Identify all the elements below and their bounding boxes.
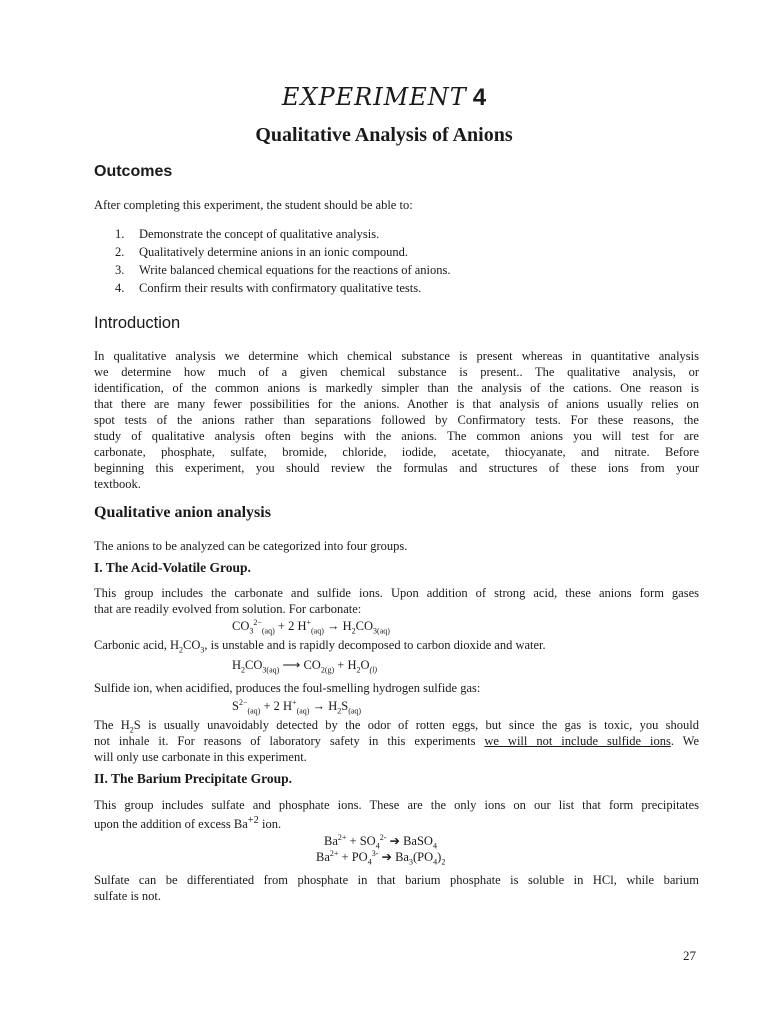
outcome-item: 3. Write balanced chemical equations for the reactions of anions. [115,263,451,277]
equation-carbonate-acid: $CO_3^{2-}_{(aq)} + 2$ $H^+_{(aq)} \to H_2CO_{3(aq)}$ [232,617,390,636]
equation-barium-sulfate: $Ba^{2+} + SO_4^{2-}$ ➔ BaSO$_4$ [324,832,437,851]
introduction-line: In qualitative analysis we determine which chemical substance is present whereas in quantitative analysis [94,349,699,363]
carbonic-acid-line: Carbonic acid, $H_2CO_3$, is unstable and is rapidly decomposed to carbon dioxide and water. [94,638,546,655]
sulfide-exclusion-note: we will not include sulfide ions [484,734,671,748]
experiment-title [0,82,768,113]
outcomes-lead: After completing this experiment, the student should be able to: [94,198,413,212]
equation-barium-phosphate: $Ba^{2+} + PO_4^{3-}$ ➔ $Ba_3(PO_4)_2$ [316,848,446,867]
sulfide-line: Sulfide ion, when acidified, produces the foul-smelling hydrogen sulfide gas: [94,681,481,695]
group1-paragraph-line: This group includes the carbonate and sulfide ions. Upon addition of strong acid, these anions form gases [94,586,699,600]
anion-analysis-lead: The anions to be analyzed can be categorized into four groups. [94,539,408,553]
introduction-line: we determine how much of a given chemical substance is present.. The qualitative analysis, or [94,365,699,379]
experiment-word: EXPERIMENT [281,83,467,111]
introduction-line: textbook. [94,477,141,491]
equation-carbonic-decomposition: $H_2CO_{3(aq)}$ ⟶ $CO_{2(g)} + H_2O_{(l)}$ [232,658,378,675]
outcome-item: 4. Confirm their results with confirmatory qualitative tests. [115,281,422,295]
introduction-line: study of qualitative analysis often begins with the anions. The common anions you will test for are [94,429,699,443]
outcome-item: 2. Qualitatively determine anions in an ionic compound. [115,245,409,259]
anion-analysis-heading: Qualitative anion analysis [94,504,271,521]
group1-paragraph-line: that are readily evolved from solution. For carbonate: [94,602,362,616]
h2s-paragraph-line: will only use carbonate in this experiment. [94,750,307,764]
introduction-line: carbonate, phosphate, sulfate, bromide, chloride, iodide, acetate, thiocyanate, and nitrate. Before [94,445,699,459]
h2s-paragraph-line: not inhale it. For reasons of laboratory safety in this experiments we will not include sulfide ions. We [94,734,700,748]
group2-paragraph-line: upon the addition of excess $Ba^{+2}$ ion. [94,815,282,832]
experiment-subtitle: Qualitative Analysis of Anions [255,124,513,146]
h2s-paragraph-line: The $H_2S$ is usually unavoidably detected by the odor of rotten eggs, but since the gas is toxic, you should [94,718,699,735]
group2-paragraph-line: This group includes sulfate and phosphate ions. These are the only ions on our list that form precipitates [94,798,699,812]
introduction-heading: Introduction [94,314,181,332]
group2-closing-line: sulfate is not. [94,889,162,903]
equation-sulfide-acid: $S^{2-}_{(aq)} + 2$ $H^+_{(aq)} \to H_2S_{(aq)}$ [232,697,362,716]
group2-heading: II. The Barium Precipitate Group. [94,771,293,786]
experiment-number: 4 [472,84,487,111]
group2-closing-line: Sulfate can be differentiated from phosphate in that barium phosphate is soluble in HCl, while barium [94,873,699,887]
introduction-line: beginning this experiment, you should review the formulas and structures of these ions from your [94,461,699,475]
introduction-line: spot tests of the anions rather than separations followed by Confirmatory tests. For these reasons, the [94,413,699,427]
introduction-line: that there are many fewer possibilities for the anions. Another is that analysis of anions usually relies on [94,397,699,411]
group1-heading: I. The Acid-Volatile Group. [94,560,251,575]
page-number: 27 [683,948,696,963]
outcomes-heading: Outcomes [94,163,173,180]
outcome-item: 1. Demonstrate the concept of qualitative analysis. [115,227,380,241]
introduction-line: identification, of the common anions is markedly simpler than the analysis of the cations. One reason is [94,381,699,395]
